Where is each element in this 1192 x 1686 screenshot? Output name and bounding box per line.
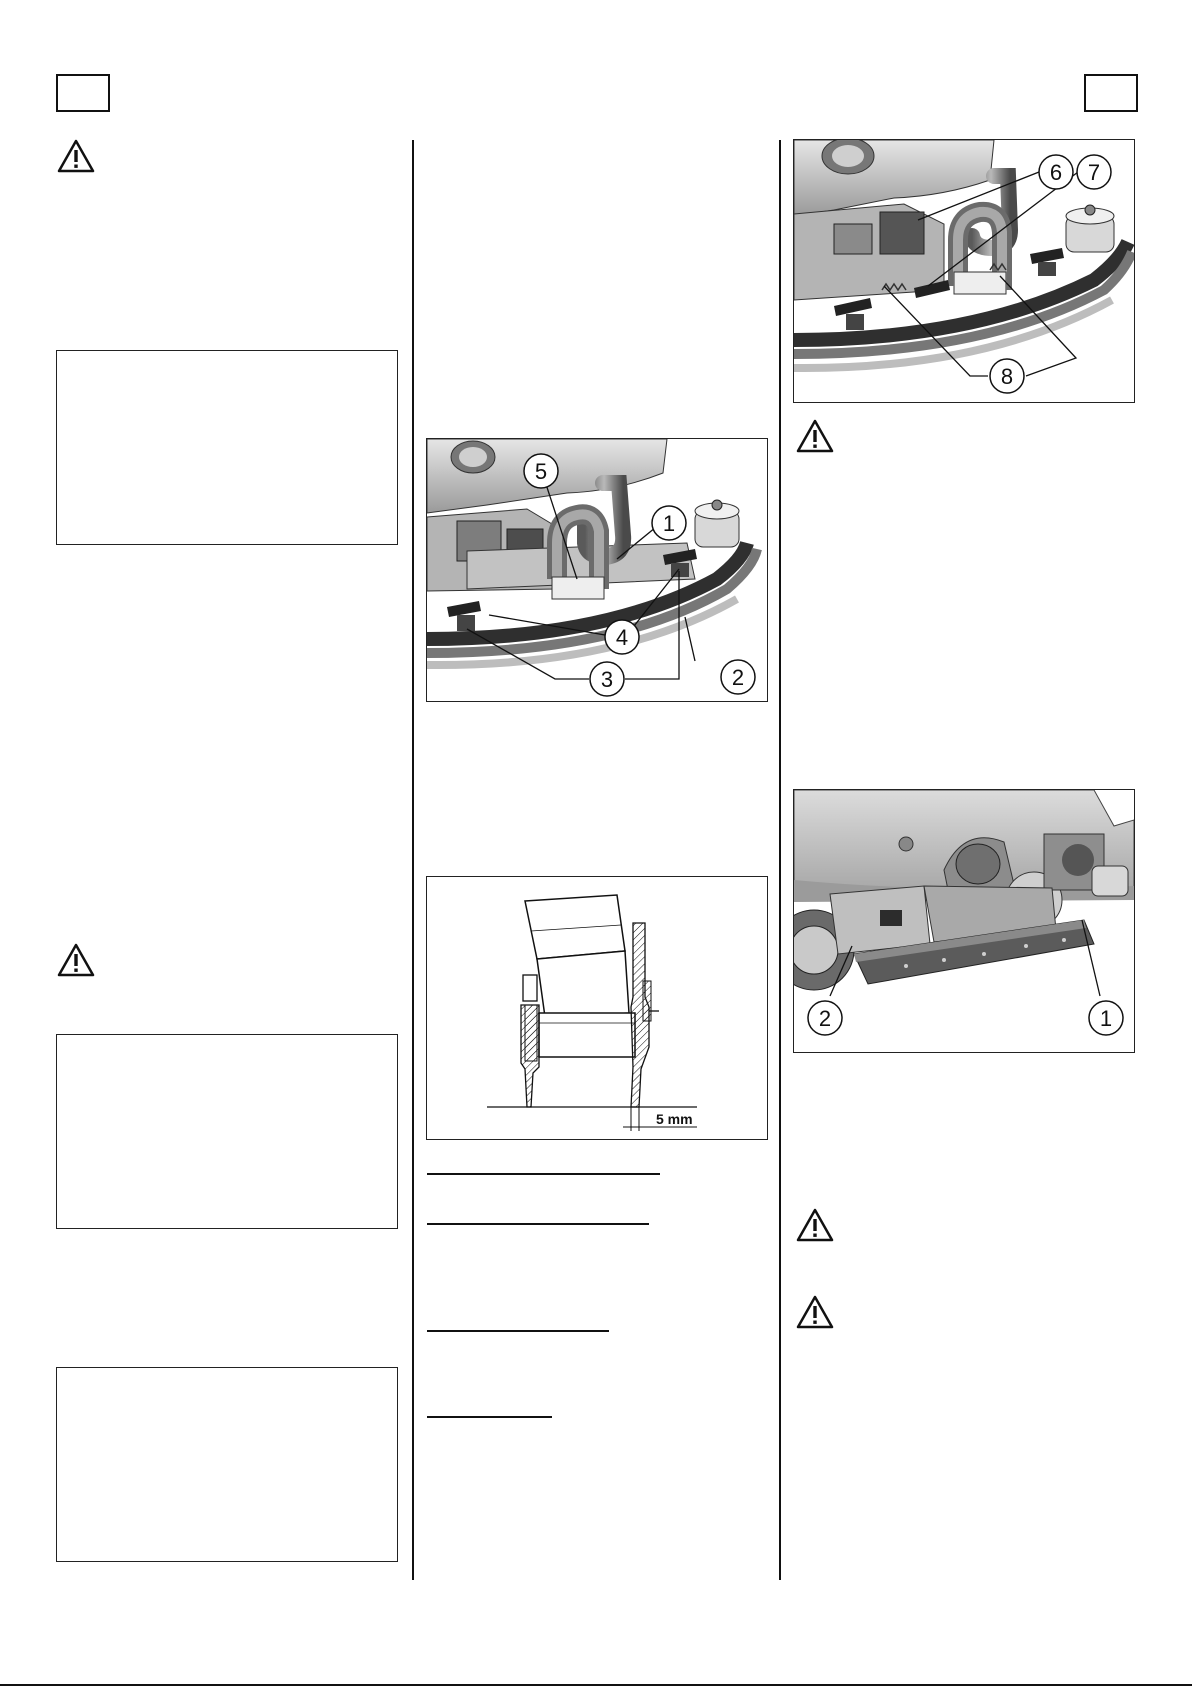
warning-triangle-icon bbox=[56, 942, 96, 978]
callout-label: 7 bbox=[1087, 160, 1101, 185]
figure-splash-guard bbox=[793, 789, 1135, 1053]
figure-splash-guard-illustration bbox=[794, 790, 1134, 1052]
section-heading-underline bbox=[427, 1223, 649, 1225]
callout-label: 2 bbox=[818, 1006, 832, 1031]
warning-triangle-icon bbox=[795, 1207, 835, 1243]
note-box bbox=[56, 1034, 398, 1229]
warning-triangle-icon bbox=[795, 418, 835, 454]
column-divider-right bbox=[779, 140, 781, 1580]
figure-squeegee-knobs bbox=[793, 139, 1135, 403]
column-divider-left bbox=[412, 140, 414, 1580]
callout-label: 8 bbox=[1000, 364, 1014, 389]
callout-label: 6 bbox=[1049, 160, 1063, 185]
callout-label: 1 bbox=[662, 511, 676, 536]
figure-squeegee-section-drawing bbox=[427, 877, 767, 1139]
callout-label: 3 bbox=[600, 667, 614, 692]
section-heading-underline bbox=[427, 1173, 660, 1175]
page-language-box-right bbox=[1084, 74, 1138, 112]
callout-label: 5 bbox=[534, 459, 548, 484]
figure-squeegee-mount bbox=[426, 438, 768, 702]
warning-triangle-icon bbox=[795, 1294, 835, 1330]
note-box bbox=[56, 350, 398, 545]
figure-squeegee-mount-illustration bbox=[427, 439, 767, 701]
page-language-box-left bbox=[56, 74, 110, 112]
callout-label: 1 bbox=[1099, 1006, 1113, 1031]
callout-label: 4 bbox=[615, 625, 629, 650]
section-heading-underline bbox=[427, 1416, 552, 1418]
warning-triangle-icon bbox=[56, 138, 96, 174]
dimension-label: 5 mm bbox=[656, 1111, 693, 1127]
section-heading-underline bbox=[427, 1330, 609, 1332]
figure-squeegee-knobs-illustration bbox=[794, 140, 1134, 402]
callout-label: 2 bbox=[731, 665, 745, 690]
note-box bbox=[56, 1367, 398, 1562]
figure-squeegee-section bbox=[426, 876, 768, 1140]
